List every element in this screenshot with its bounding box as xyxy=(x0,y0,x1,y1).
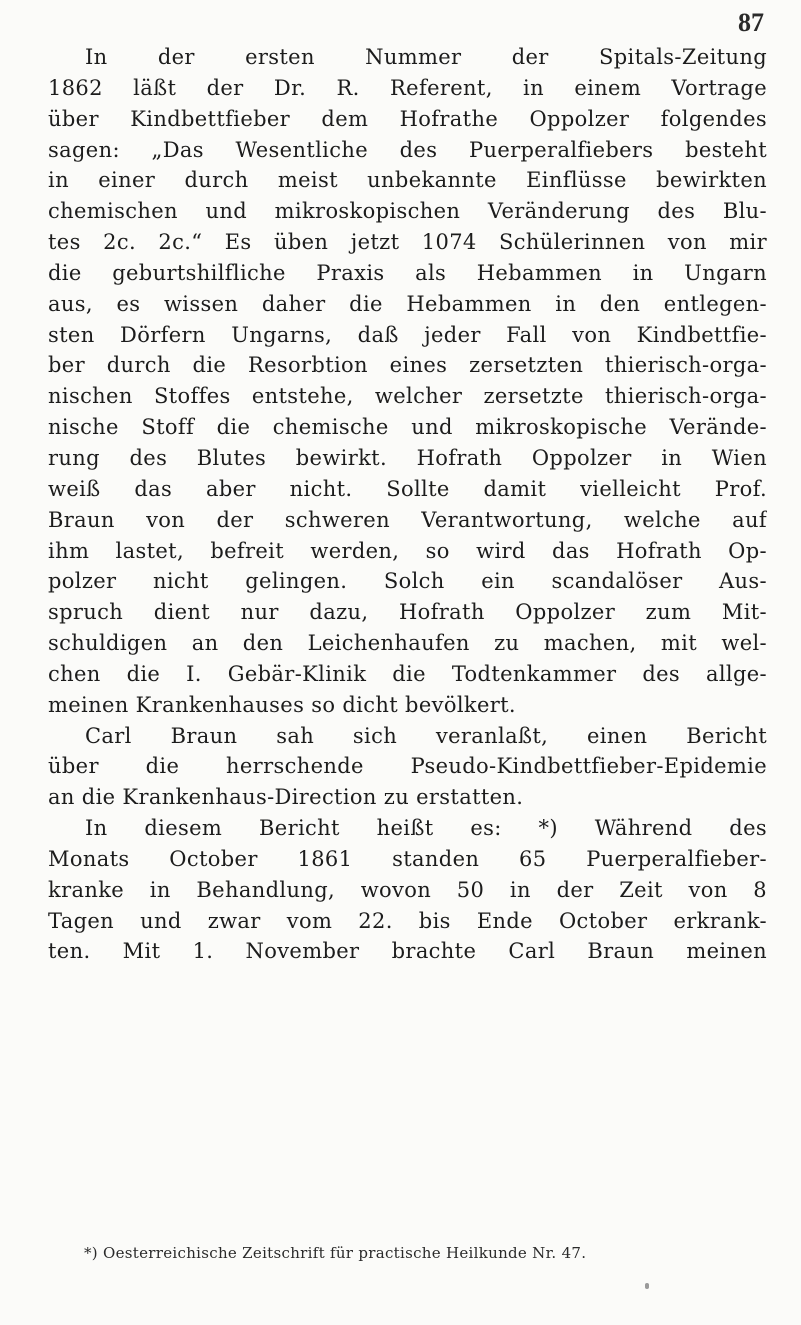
body-text xyxy=(48,42,767,967)
text-line: schuldigen an den Leichenhaufen zu machen, mit wel- xyxy=(48,631,767,656)
text-line: rung des Blutes bewirkt. Hofrath Oppolzer in Wien xyxy=(48,445,767,470)
ink-speck xyxy=(645,1283,649,1289)
text-line: Braun von der schweren Verantwortung, welche auf xyxy=(48,507,767,532)
text-line: die geburtshilfliche Praxis als Hebammen in Ungarn xyxy=(48,260,767,285)
text-line: über die herrschende Pseudo-Kindbettfieber-Epidemie xyxy=(48,754,767,779)
text-line: Tagen und zwar vom 22. bis Ende October erkrank- xyxy=(48,908,767,933)
page-number: 87 xyxy=(738,8,764,37)
text-line: meinen Krankenhauses so dicht bevölkert. xyxy=(48,692,516,717)
text-line: Monats October 1861 standen 65 Puerperalfieber- xyxy=(48,846,767,871)
text-line: über Kindbettfieber dem Hofrathe Oppolzer folgendes xyxy=(48,106,767,131)
text-line: ten. Mit 1. November brachte Carl Braun meinen xyxy=(48,939,767,964)
text-line: an die Krankenhaus-Direction zu erstatten. xyxy=(48,785,524,810)
text-line: 1862 läßt der Dr. R. Referent, in einem Vortrage xyxy=(48,75,767,100)
text-line: in einer durch meist unbekannte Einflüsse bewirkten xyxy=(48,168,767,193)
text-line: Carl Braun sah sich veranlaßt, einen Bericht xyxy=(85,723,767,748)
text-line: ber durch die Resorbtion eines zersetzten thierisch-orga- xyxy=(48,353,767,378)
text-line: chemischen und mikroskopischen Veränderung des Blu- xyxy=(48,199,767,224)
text-line: chen die I. Gebär-Klinik die Todtenkammer des allge- xyxy=(48,661,767,686)
text-line: kranke in Behandlung, wovon 50 in der Zeit von 8 xyxy=(48,877,767,902)
text-line: spruch dient nur dazu, Hofrath Oppolzer zum Mit- xyxy=(48,600,767,625)
text-line: nische Stoff die chemische und mikroskopische Verände- xyxy=(48,415,767,440)
text-line: ihm lastet, befreit werden, so wird das Hofrath Op- xyxy=(48,538,767,563)
text-line: aus, es wissen daher die Hebammen in den entlegen- xyxy=(48,291,767,316)
text-line: weiß das aber nicht. Sollte damit vielleicht Prof. xyxy=(48,476,767,501)
text-line: sagen: „Das Wesentliche des Puerperalfiebers besteht xyxy=(48,137,767,162)
text-line: sten Dörfern Ungarns, daß jeder Fall von Kindbettfie- xyxy=(48,322,767,347)
text-line: nischen Stoffes entstehe, welcher zersetzte thierisch-orga- xyxy=(48,384,767,409)
text-line: tes 2c. 2c.“ Es üben jetzt 1074 Schülerinnen von mir xyxy=(48,230,767,255)
footnote: *) Oesterreichische Zeitschrift für practische Heilkunde Nr. 47. xyxy=(84,1244,587,1262)
text-line: In diesem Bericht heißt es: *) Während des xyxy=(85,816,767,841)
text-line: In der ersten Nummer der Spitals-Zeitung xyxy=(85,45,767,69)
text-line: polzer nicht gelingen. Solch ein scandalöser Aus- xyxy=(48,569,767,594)
